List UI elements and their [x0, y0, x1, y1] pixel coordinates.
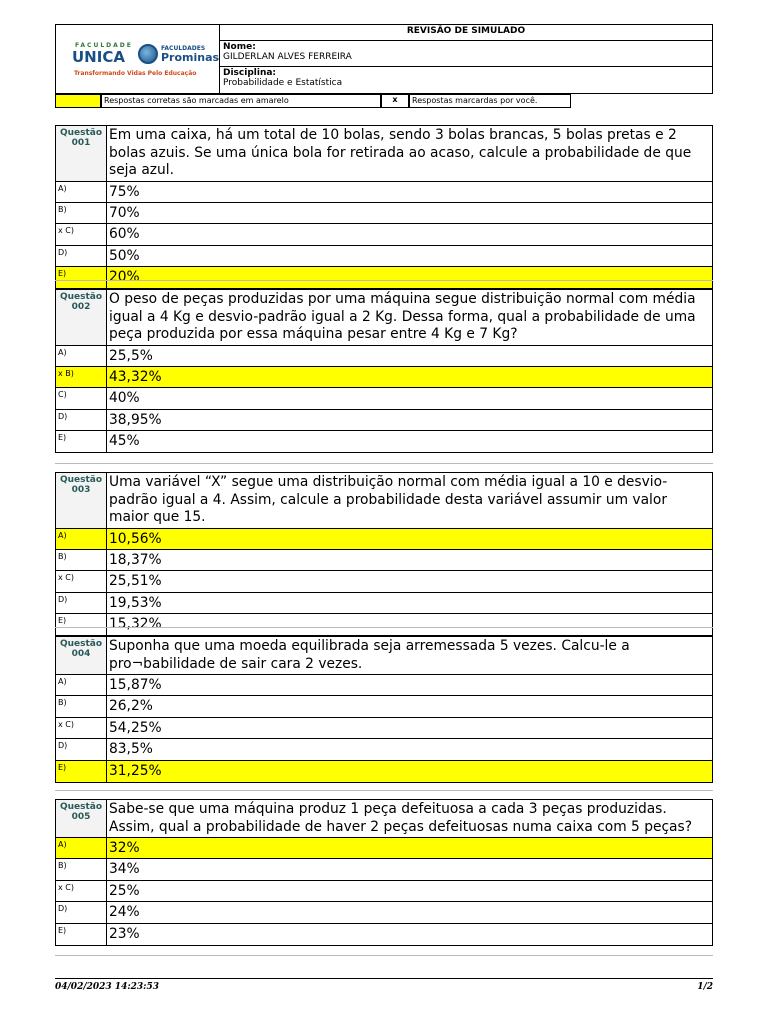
answer-option [56, 388, 712, 409]
option-letter: x B) [56, 367, 107, 387]
correct-legend-text: Respostas corretas são marcadas em amarelo [101, 94, 381, 108]
question-number [56, 473, 107, 528]
marked-legend-text: Respostas marcardas por você. [409, 94, 571, 108]
option-letter: D) [56, 246, 107, 266]
question-label: Questão [59, 639, 103, 649]
answer-option [56, 203, 712, 224]
option-letter: B) [56, 550, 107, 570]
question-label: Questão [59, 475, 103, 485]
option-letter: B) [56, 203, 107, 223]
section-divider [55, 463, 713, 465]
option-letter: D) [56, 410, 107, 430]
question-text: Sabe-se que uma máquina produz 1 peça defeituosa a cada 3 peças produzidas. Assim, qual a probabilidade de haver 2 peças defeituosas numa caixa com 5 peças? [107, 800, 712, 837]
answer-option [56, 696, 712, 717]
option-letter: A) [56, 182, 107, 202]
option-text: 24% [109, 904, 140, 921]
option-letter: A) [56, 346, 107, 366]
option-text: 23% [109, 925, 140, 942]
question-header [56, 126, 712, 182]
footer-timestamp: 04/02/2023 14:23:53 [55, 982, 160, 992]
option-text: 18,37% [109, 551, 162, 568]
option-letter: B) [56, 696, 107, 716]
option-letter: E) [56, 431, 107, 452]
answer-option [56, 614, 712, 635]
option-text: 50% [109, 247, 140, 264]
question-block [55, 125, 713, 289]
answer-option [56, 346, 712, 367]
question-number-value: 002 [71, 302, 91, 312]
section-divider [55, 790, 713, 792]
option-text: 32% [109, 840, 140, 856]
logo-prominas-text: Prominas [161, 51, 220, 64]
answer-option [56, 881, 712, 902]
question-block [55, 799, 713, 946]
option-letter: x C) [56, 881, 107, 901]
logo-unica-text: UNICA [72, 48, 125, 66]
answer-option [56, 182, 712, 203]
student-name-row [220, 41, 712, 67]
option-text: 10,56% [109, 530, 162, 547]
answer-option [56, 410, 712, 431]
answer-option [56, 838, 712, 859]
answer-option [56, 267, 712, 288]
answer-option [56, 675, 712, 696]
question-number [56, 800, 107, 837]
question-text: Uma variável “X” segue uma distribuição normal com média igual a 10 e desvio-padrão igual a 4. Assim, calcule a probabilidade desta variável assumir um valor maior que 15. [107, 473, 712, 528]
question-header [56, 637, 712, 675]
page-footer [55, 978, 713, 992]
question-number-value: 003 [71, 485, 91, 495]
answer-legend [55, 94, 538, 108]
answer-option [56, 529, 712, 550]
option-text: 31,25% [109, 762, 162, 779]
option-text: 38,95% [109, 411, 162, 428]
answer-option [56, 902, 712, 923]
option-text: 45% [109, 433, 140, 450]
discipline-label: Disciplina: [223, 68, 277, 78]
option-text: 83,5% [109, 741, 153, 758]
option-text: 75% [109, 183, 140, 200]
answer-option [56, 224, 712, 245]
answer-option [56, 718, 712, 739]
option-letter: x C) [56, 718, 107, 738]
page-title: REVISÃO DE SIMULADO [220, 25, 712, 41]
option-text: 70% [109, 204, 140, 221]
option-text: 19,53% [109, 594, 162, 611]
option-letter: D) [56, 739, 107, 759]
question-header [56, 800, 712, 838]
option-letter: B) [56, 859, 107, 879]
option-text: 43,32% [109, 368, 162, 385]
marked-symbol: x [381, 94, 409, 108]
name-label: Nome: [223, 42, 256, 52]
answer-option [56, 593, 712, 614]
option-text: 54,25% [109, 719, 162, 736]
question-number-value: 004 [71, 649, 91, 659]
student-name: GILDERLAN ALVES FERREIRA [223, 52, 352, 62]
option-text: 40% [109, 390, 140, 407]
option-letter: E) [56, 761, 107, 782]
option-text: 26,2% [109, 698, 153, 715]
option-text: 60% [109, 226, 140, 243]
report-header [55, 24, 713, 94]
option-letter: E) [56, 267, 107, 288]
correct-color-swatch [55, 94, 101, 108]
question-number-value: 005 [71, 812, 91, 822]
option-letter: x C) [56, 571, 107, 591]
question-label: Questão [59, 292, 103, 302]
option-text: 20% [109, 269, 140, 286]
answer-option [56, 431, 712, 452]
discipline-row [220, 67, 712, 93]
option-text: 34% [109, 861, 140, 878]
page-number: 1/2 [697, 982, 713, 992]
question-header [56, 290, 712, 346]
option-text: 15,32% [109, 616, 162, 633]
answer-option [56, 761, 712, 782]
option-text: 25,5% [109, 347, 153, 364]
logo-slogan: Transformando Vidas Pelo Educação [74, 70, 197, 77]
question-text: O peso de peças produzidas por uma máquina segue distribuição normal com média igual a 4 Kg e desvio-padrão igual a 2 Kg. Dessa forma, qual a probabilidade de uma peça produzida por essa máquina pesar entre 4 Kg e 7 Kg? [107, 290, 712, 345]
logo-faculdade-text: FACULDADE [75, 42, 133, 49]
answer-option [56, 739, 712, 760]
option-letter: D) [56, 902, 107, 922]
question-number [56, 637, 107, 674]
section-divider [55, 627, 713, 629]
logo-faculdades-text: FACULDADES [161, 45, 206, 52]
discipline-name: Probabilidade e Estatística [223, 78, 343, 88]
question-label: Questão [59, 128, 103, 138]
option-letter: D) [56, 593, 107, 613]
header-info [220, 25, 712, 93]
question-number [56, 290, 107, 345]
section-divider [55, 955, 713, 957]
answer-option [56, 859, 712, 880]
answer-option [56, 571, 712, 592]
logo-cell [56, 25, 220, 93]
answer-option [56, 924, 712, 945]
globe-icon [138, 44, 158, 64]
section-divider [55, 280, 713, 282]
question-number-value: 001 [71, 138, 91, 148]
option-letter: x C) [56, 224, 107, 244]
option-letter: E) [56, 614, 107, 635]
answer-option [56, 550, 712, 571]
question-header [56, 473, 712, 529]
option-letter: A) [56, 529, 107, 549]
question-text: Suponha que uma moeda equilibrada seja arremessada 5 vezes. Calcu-le a pro¬babilidade de sair cara 2 vezes. [107, 637, 712, 674]
option-text: 15,87% [109, 677, 162, 693]
question-label: Questão [59, 802, 103, 812]
option-letter: C) [56, 388, 107, 408]
question-block [55, 636, 713, 783]
option-text: 25% [109, 882, 140, 899]
answer-option [56, 246, 712, 267]
question-block [55, 472, 713, 636]
option-letter: E) [56, 924, 107, 945]
question-text: Em uma caixa, há um total de 10 bolas, sendo 3 bolas brancas, 5 bolas pretas e 2 bolas azuis. Se uma única bola for retirada ao acaso, calcule a probabilidade de que seja azul. [107, 126, 712, 181]
option-letter: A) [56, 675, 107, 695]
answer-option [56, 367, 712, 388]
option-text: 25,51% [109, 573, 162, 590]
question-block [55, 289, 713, 453]
question-number [56, 126, 107, 181]
institution-logo [72, 42, 220, 82]
option-letter: A) [56, 838, 107, 858]
